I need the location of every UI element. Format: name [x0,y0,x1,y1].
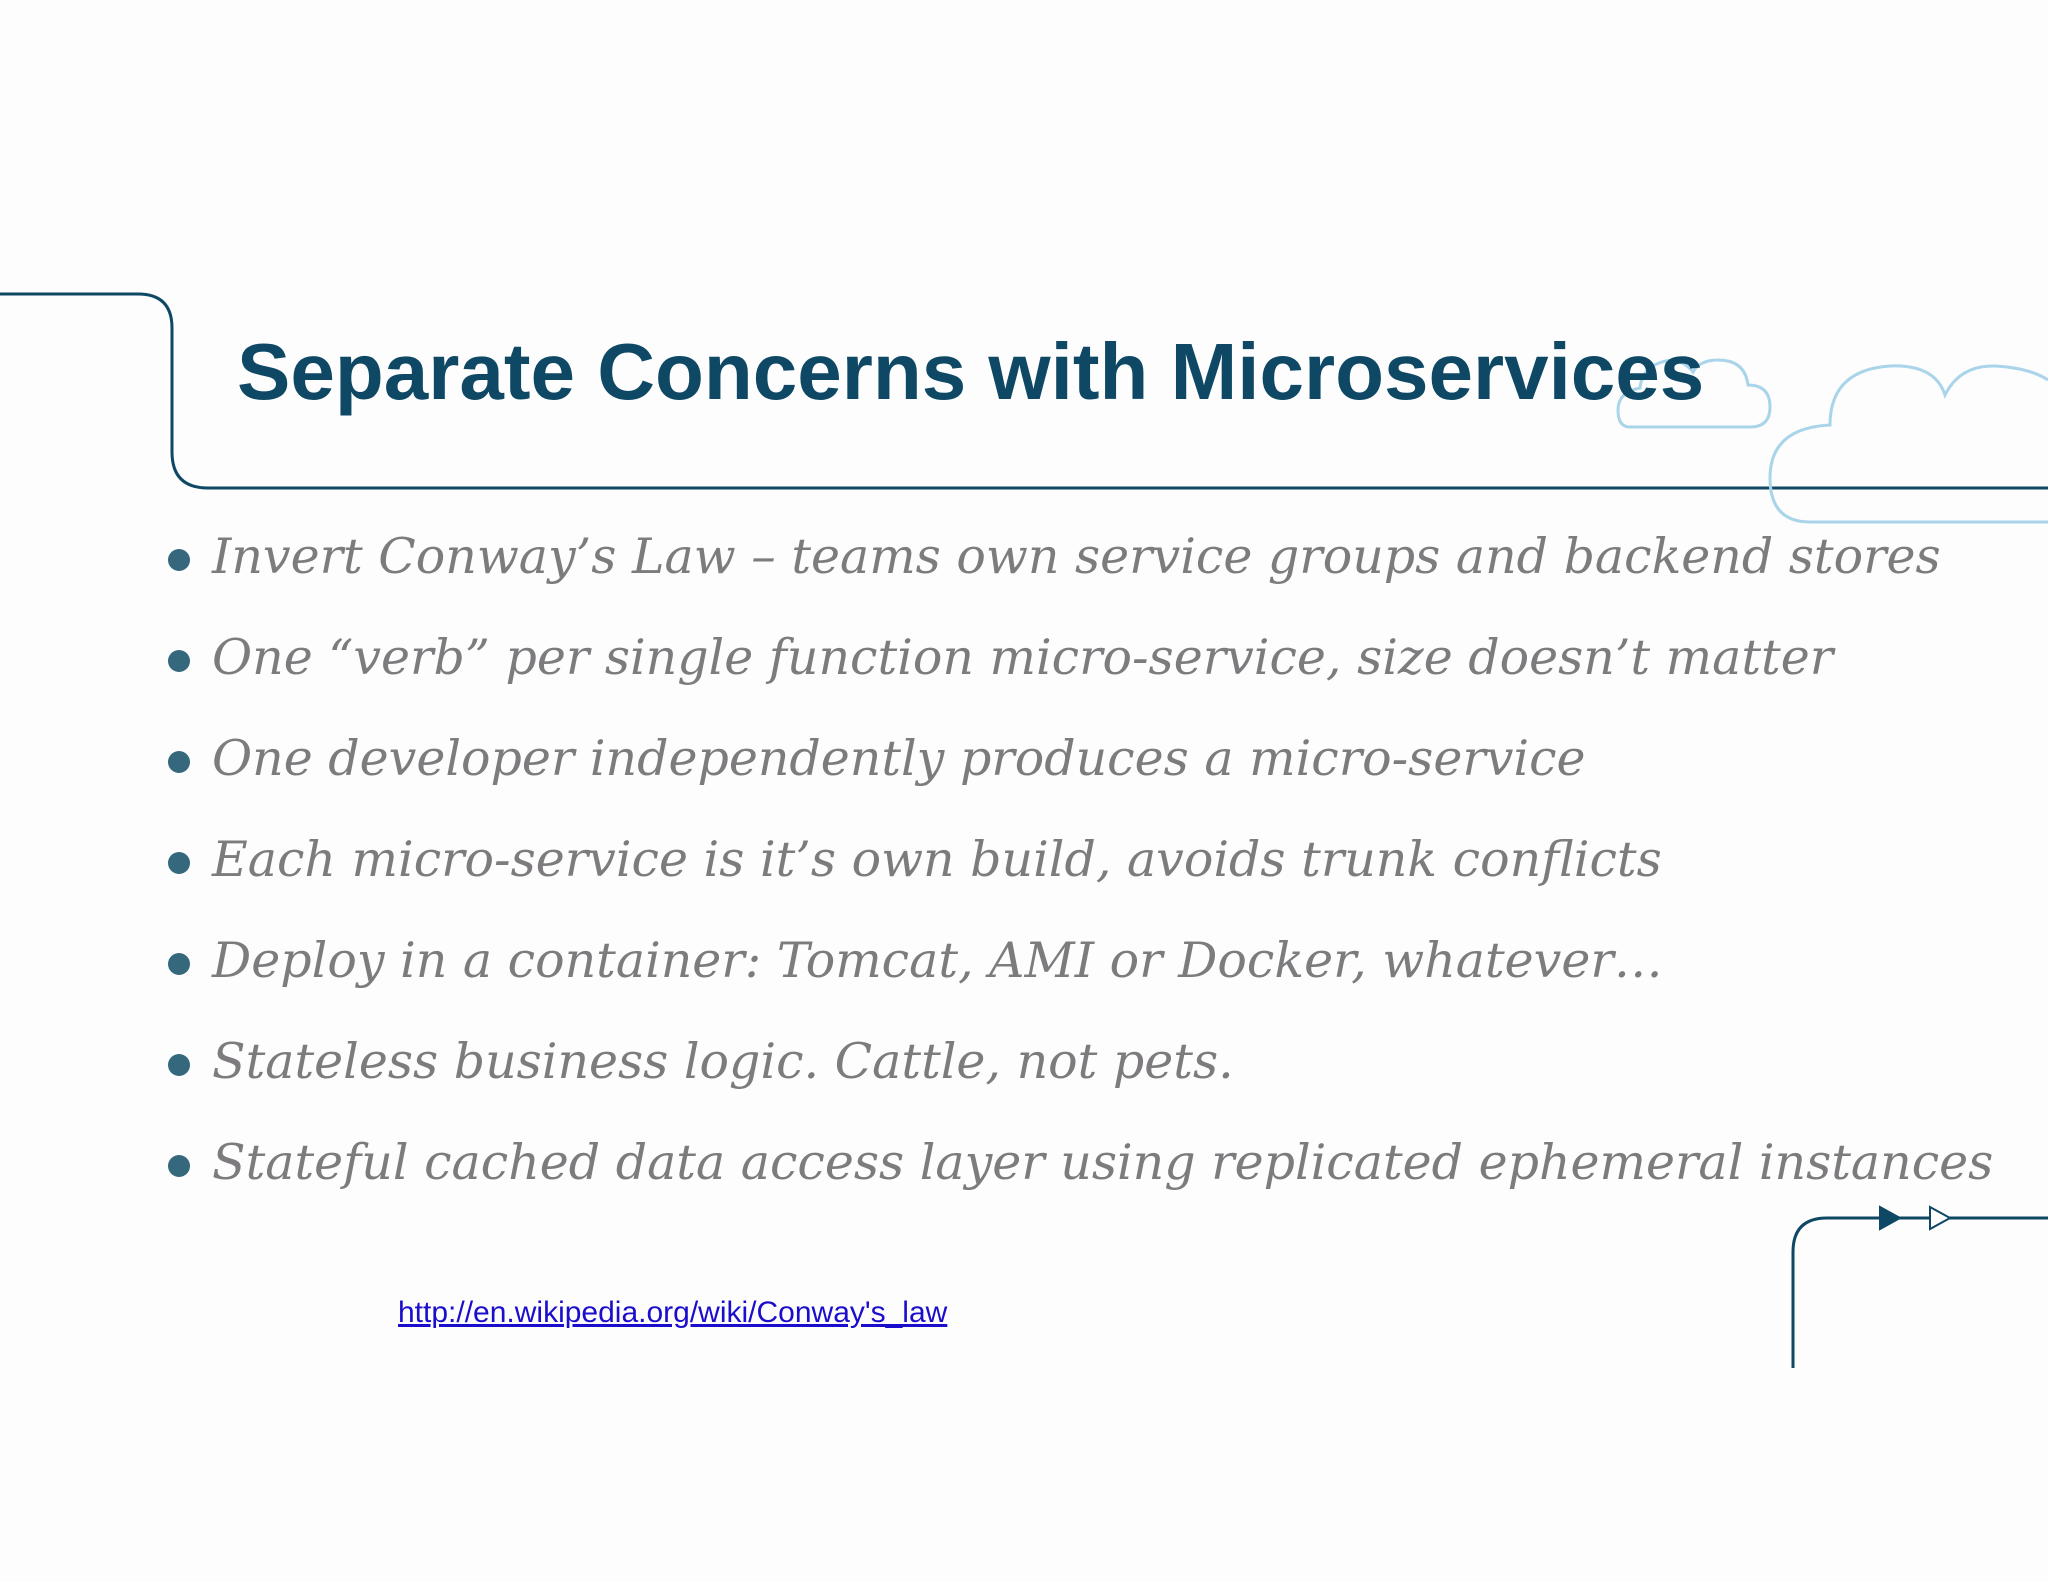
bullet-item [168,825,1993,926]
bullet-item [168,926,1993,1027]
bullet-item [168,522,1993,623]
cloud-icon [1770,366,2048,522]
conways-law-link[interactable]: http://en.wikipedia.org/wiki/Conway's_law [398,1296,948,1329]
bullet-dot-icon [168,953,190,975]
bullet-dot-icon [168,1155,190,1177]
bullet-text: Each micro-service is it’s own build, avoids trunk conflicts [212,831,1662,888]
bullet-list [168,522,1993,1229]
bullet-item [168,1027,1993,1128]
bullet-dot-icon [168,751,190,773]
bullet-item [168,1128,1993,1229]
bullet-text: One developer independently produces a micro-service [212,730,1586,787]
bullet-text: Stateless business logic. Cattle, not pets. [212,1033,1234,1090]
arrow-connector-icon [1793,1218,2048,1368]
bullet-text: Deploy in a container: Tomcat, AMI or Docker, whatever… [212,932,1663,989]
bullet-text: Invert Conway’s Law – teams own service groups and backend stores [212,528,1941,585]
bullet-item [168,724,1993,825]
bullet-text: One “verb” per single function micro-service, size doesn’t matter [212,629,1834,686]
bullet-item [168,623,1993,724]
bullet-dot-icon [168,852,190,874]
slide-title: Separate Concerns with Microservices [237,327,1705,416]
bullet-text: Stateful cached data access layer using replicated ephemeral instances [212,1134,1994,1191]
bullet-dot-icon [168,1054,190,1076]
bullet-dot-icon [168,650,190,672]
bullet-dot-icon [168,549,190,571]
